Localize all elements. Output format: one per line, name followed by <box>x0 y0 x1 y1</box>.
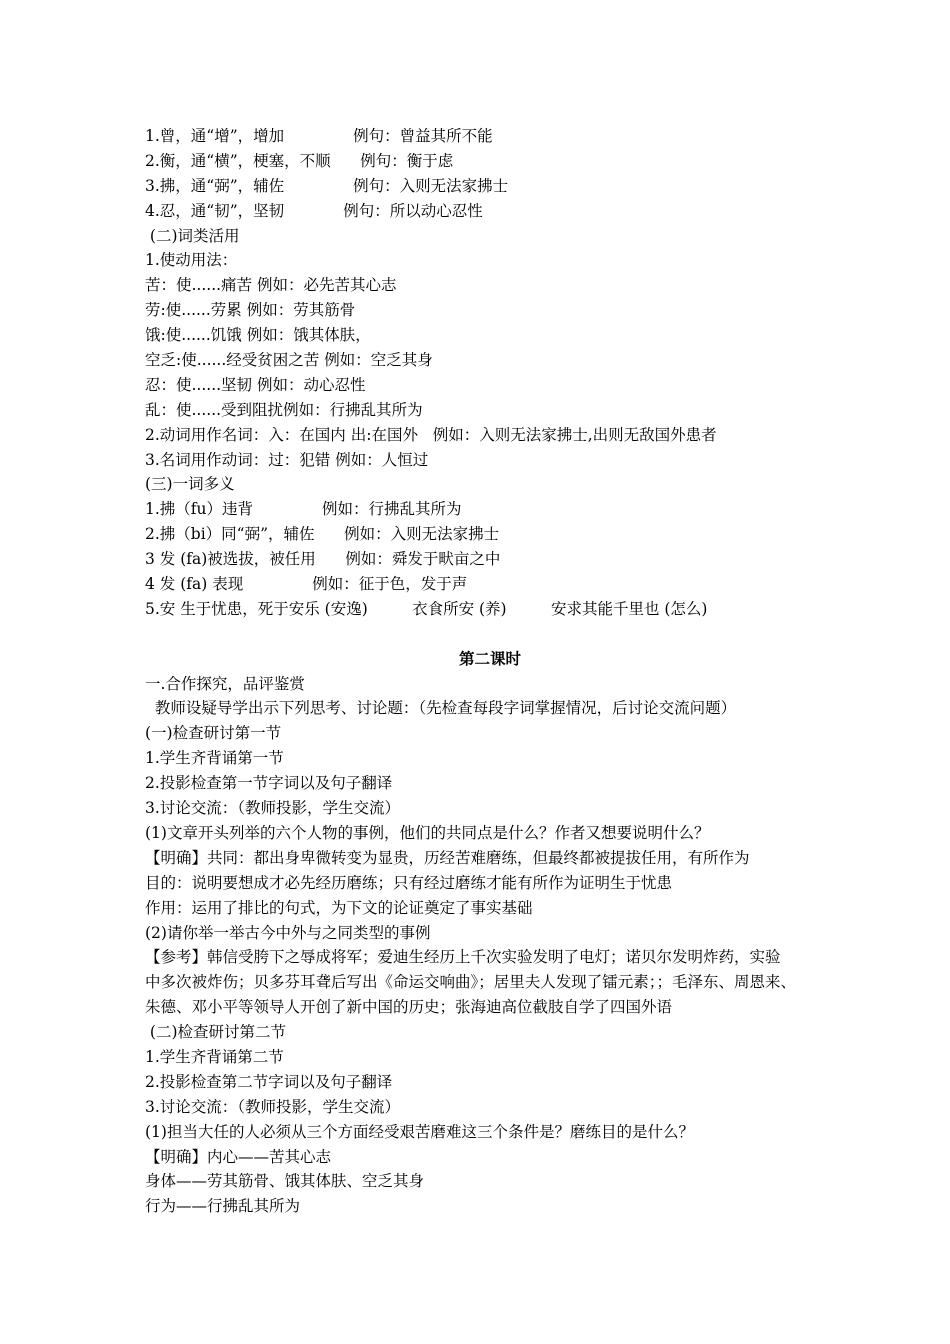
lesson-heading: 第二课时 <box>458 648 521 668</box>
section-vocabulary <box>145 124 835 622</box>
text-line: 空乏:使......经受贫困之苦 例如：空乏其身 <box>145 351 433 370</box>
text-line: 3 发 (fa)被选拔，被任用 例如：舜发于畎亩之中 <box>145 550 501 569</box>
text-line: (1)文章开头列举的六个人物的事例，他们的共同点是什么？作者又想要说明什么？ <box>145 823 710 842</box>
text-line: (1)担当大任的人必须从三个方面经受艰苦磨难这三个条件是？磨练目的是什么？ <box>145 1122 694 1141</box>
text-line: 2.投影检查第二节字词以及句子翻译 <box>145 1072 393 1091</box>
document-body <box>145 124 835 1219</box>
text-line: 3.讨论交流：（教师投影，学生交流） <box>145 799 401 818</box>
text-line: 忍：使......坚韧 例如：动心忍性 <box>145 375 366 394</box>
text-line: (2)请你举一举古今中外与之同类型的事例 <box>145 923 431 942</box>
text-line: 苦：使......痛苦 例如：必先苦其心志 <box>145 276 397 295</box>
text-line: 教师设疑导学出示下列思考、讨论题：（先检查每段字词掌握情况，后讨论交流问题） <box>145 699 737 718</box>
text-line: 5.安 生于忧患，死于安乐 (安逸) 衣食所安 (养) 安求其能千里也 (怎么) <box>145 599 708 618</box>
text-line: 行为——行拂乱其所为 <box>145 1197 301 1216</box>
text-line: 作用：运用了排比的句式，为下文的论证奠定了事实基础 <box>145 898 533 917</box>
text-line: 一.合作探究，品评鉴赏 <box>145 674 305 693</box>
text-line: 2.投影检查第一节字词以及句子翻译 <box>145 774 393 793</box>
text-line: 目的：说明要想成才必先经历磨练；只有经过磨练才能有所作为证明生于忧患 <box>145 873 673 892</box>
text-line: 1.学生齐背诵第一节 <box>145 749 284 768</box>
text-line: (一)检查研讨第一节 <box>145 724 282 743</box>
paragraph-gap <box>145 622 835 647</box>
text-line: 劳:使......劳累 例如：劳其筋骨 <box>145 301 356 320</box>
text-line: 4 发 (fa) 表现 例如：征于色，发于声 <box>145 575 468 594</box>
text-line: 2.衡，通“横”，梗塞，不顺 例句：衡于虑 <box>145 151 454 170</box>
text-line: 1.曾，通“增”，增加 例句：曾益其所不能 <box>145 127 493 145</box>
section-discussion <box>145 672 835 1220</box>
text-line: 2.动词用作名词：入：在国内 出:在国外 例如：入则无法家拂士,出则无敌国外患者 <box>145 425 717 444</box>
text-line: 4.忍，通“韧”，坚韧 例句：所以动心忍性 <box>145 201 483 220</box>
text-line: 2.拂（bi）同“弼”，辅佐 例如：入则无法家拂士 <box>145 525 500 544</box>
text-line: 饿:使......饥饿 例如：饿其体肤， <box>145 326 371 345</box>
text-line: 1.使动用法： <box>145 251 238 270</box>
text-line: 【明确】共同：都出身卑微转变为显贵，历经苦难磨练，但最终都被提拔任用，有所作为 <box>145 848 750 867</box>
text-line: 中多次被炸伤；贝多芬耳聋后写出《命运交响曲》；居里夫人发现了镭元素；；毛泽东、周恩来、 <box>145 973 797 992</box>
text-line: 1.学生齐背诵第二节 <box>145 1047 284 1066</box>
text-line: (三)一词多义 <box>145 475 235 494</box>
text-line: 乱：使......受到阻扰例如：行拂乱其所为 <box>145 400 423 419</box>
text-line: (二)词类活用 <box>145 226 240 245</box>
text-line: (二)检查研讨第二节 <box>145 1023 287 1042</box>
text-line: 【参考】韩信受胯下之辱成将军；爱迪生经历上千次实验发明了电灯；诺贝尔发明炸药，实验 <box>145 948 781 967</box>
text-line: 朱德、邓小平等领导人开创了新中国的历史；张海迪高位截肢自学了四国外语 <box>145 998 673 1017</box>
text-line: 3.名词用作动词：过：犯错 例如：人恒过 <box>145 450 429 469</box>
text-line: 3.讨论交流：（教师投影，学生交流） <box>145 1097 401 1116</box>
text-line: 身体——劳其筋骨、饿其体肤、空乏其身 <box>145 1172 425 1191</box>
text-line: 3.拂，通“弼”，辅佐 例句：入则无法家拂士 <box>145 176 509 195</box>
text-line: 【明确】内心——苦其心志 <box>145 1147 332 1166</box>
text-line: 1.拂（fu）违背 例如：行拂乱其所为 <box>145 500 462 519</box>
